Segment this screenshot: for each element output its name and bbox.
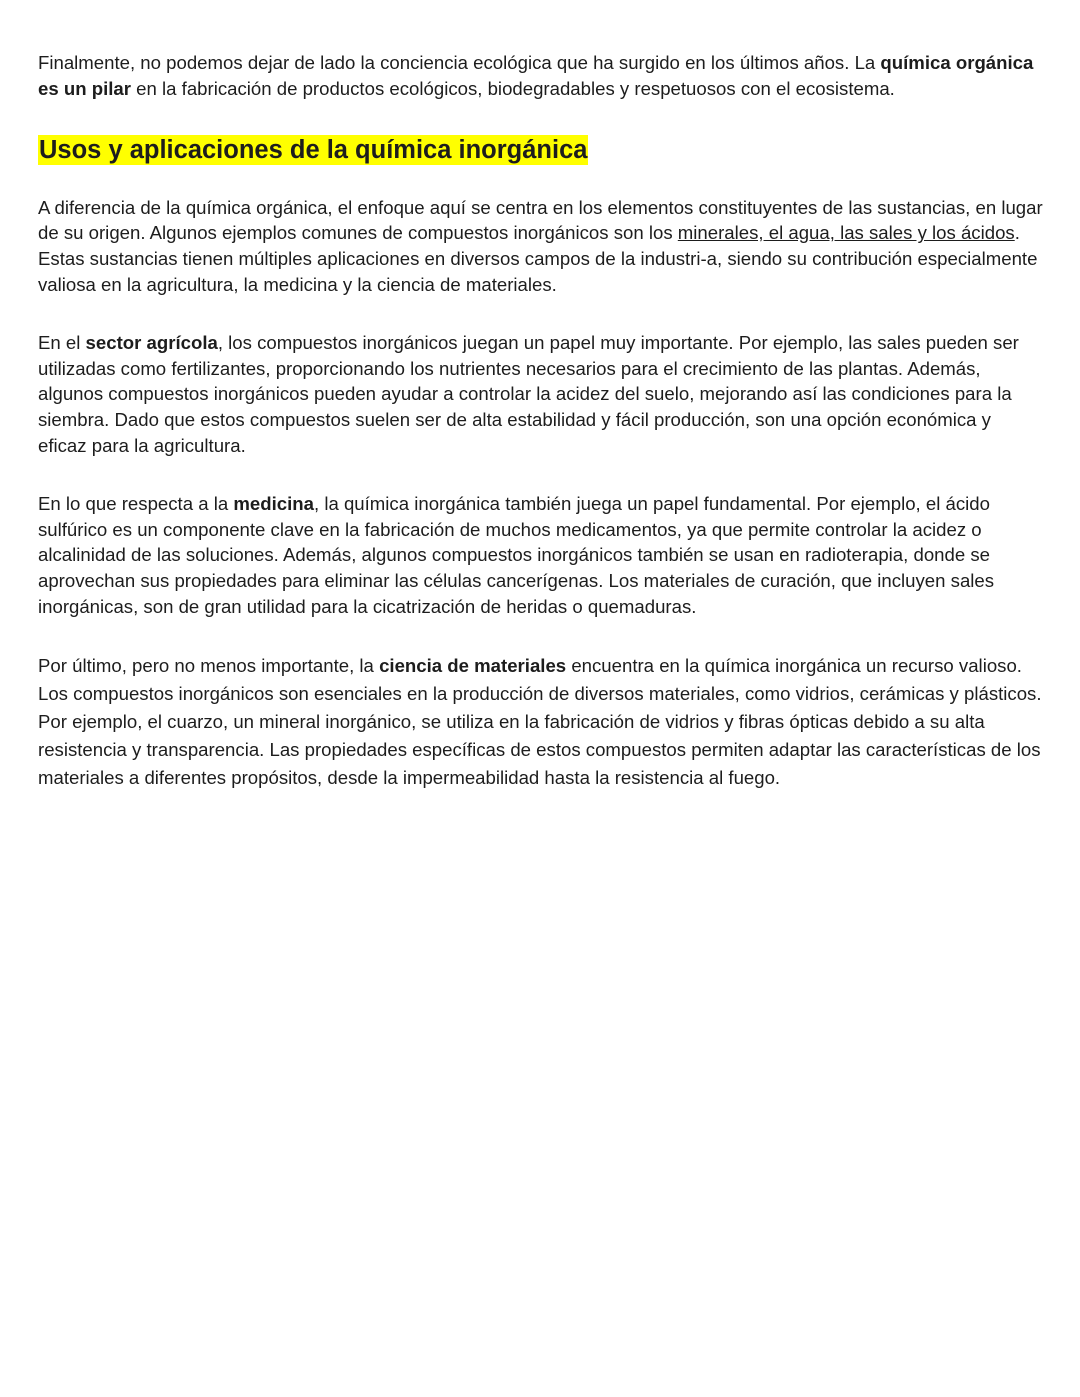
intro-text-2: en la fabricación de productos ecológicos, biodegradables y respetuosos con el ecosistema. [131, 77, 895, 99]
p4-text-1: Por último, pero no menos importante, la [38, 654, 380, 676]
p2-bold: sector agrícola [85, 331, 218, 353]
paragraph-materials [38, 652, 1044, 792]
highlighted-heading-text: Usos y aplicaciones de la química inorgánica [39, 135, 588, 164]
intro-paragraph [38, 50, 1044, 102]
p3-text-1: En lo que respecta a la [38, 492, 234, 514]
paragraph-definition [38, 195, 1044, 298]
p2-text-2: , los compuestos inorgánicos juegan un papel muy importante. Por ejemplo, las sales pueden ser utilizadas como fertilizantes, proporcionando los nutrientes necesarios para el crecimiento de las plantas. Además, algunos compuestos inorgánicos pueden ayudar a controlar la acidez del suelo, mejorando así las condiciones para la siembra. Dado que estos compuestos suelen ser de alta estabilidad y fácil producción, son una opción económica y eficaz para la agricultura. [38, 331, 1019, 456]
p3-bold: medicina [233, 492, 314, 514]
p4-bold: ciencia de materiales [379, 654, 567, 676]
p1-underlined: minerales, el agua, las sales y los ácidos [677, 222, 1015, 244]
paragraph-agriculture [38, 330, 1044, 459]
p2-text-1: En el [38, 331, 86, 353]
document-page [38, 50, 1044, 792]
p4-text-2: encuentra en la química inorgánica un recurso valioso. Los compuestos inorgánicos son esenciales en la producción de diversos materiales, como vidrios, cerámicas y plásticos. Por ejemplo, el cuarzo, un mineral inorgánico, se utiliza en la fabricación de vidrios y fibras ópticas debido a su alta resistencia y transparencia. Las propiedades específicas de estos compuestos permiten adaptar las características de los materiales a diferentes propósitos, desde la impermeabilidad hasta la resistencia al fuego. [38, 654, 1042, 788]
intro-bold: química orgánica es un pilar [38, 52, 1034, 99]
p1-text-1: A diferencia de la química orgánica, el enfoque aquí se centra en los elementos constituyentes de las sustancias, en lugar de su origen. Algunos ejemplos comunes de compuestos inorgánicos son los [38, 196, 1043, 244]
paragraph-medicine [38, 491, 1044, 620]
section-heading [38, 135, 1044, 165]
intro-text-1: Finalmente, no podemos dejar de lado la conciencia ecológica que ha surgido en los últimos años. La [38, 52, 881, 73]
p3-text-2: , la química inorgánica también juega un papel fundamental. Por ejemplo, el ácido sulfúrico es un componente clave en la fabricación de muchos medicamentos, ya que permite controlar la acidez o alcalinidad de las soluciones. Además, algunos compuestos inorgánicos también se usan en radioterapia, donde se aprovechan sus propiedades para eliminar las células cancerígenas. Los materiales de curación, que incluyen sales inorgánicas, son de gran utilidad para la cicatrización de heridas o quemaduras. [38, 492, 995, 617]
p1-text-2: . Estas sustancias tienen múltiples aplicaciones en diversos campos de la industri-a, siendo su contribución especialmente valiosa en la agricultura, la medicina y la ciencia de materiales. [38, 222, 1038, 295]
